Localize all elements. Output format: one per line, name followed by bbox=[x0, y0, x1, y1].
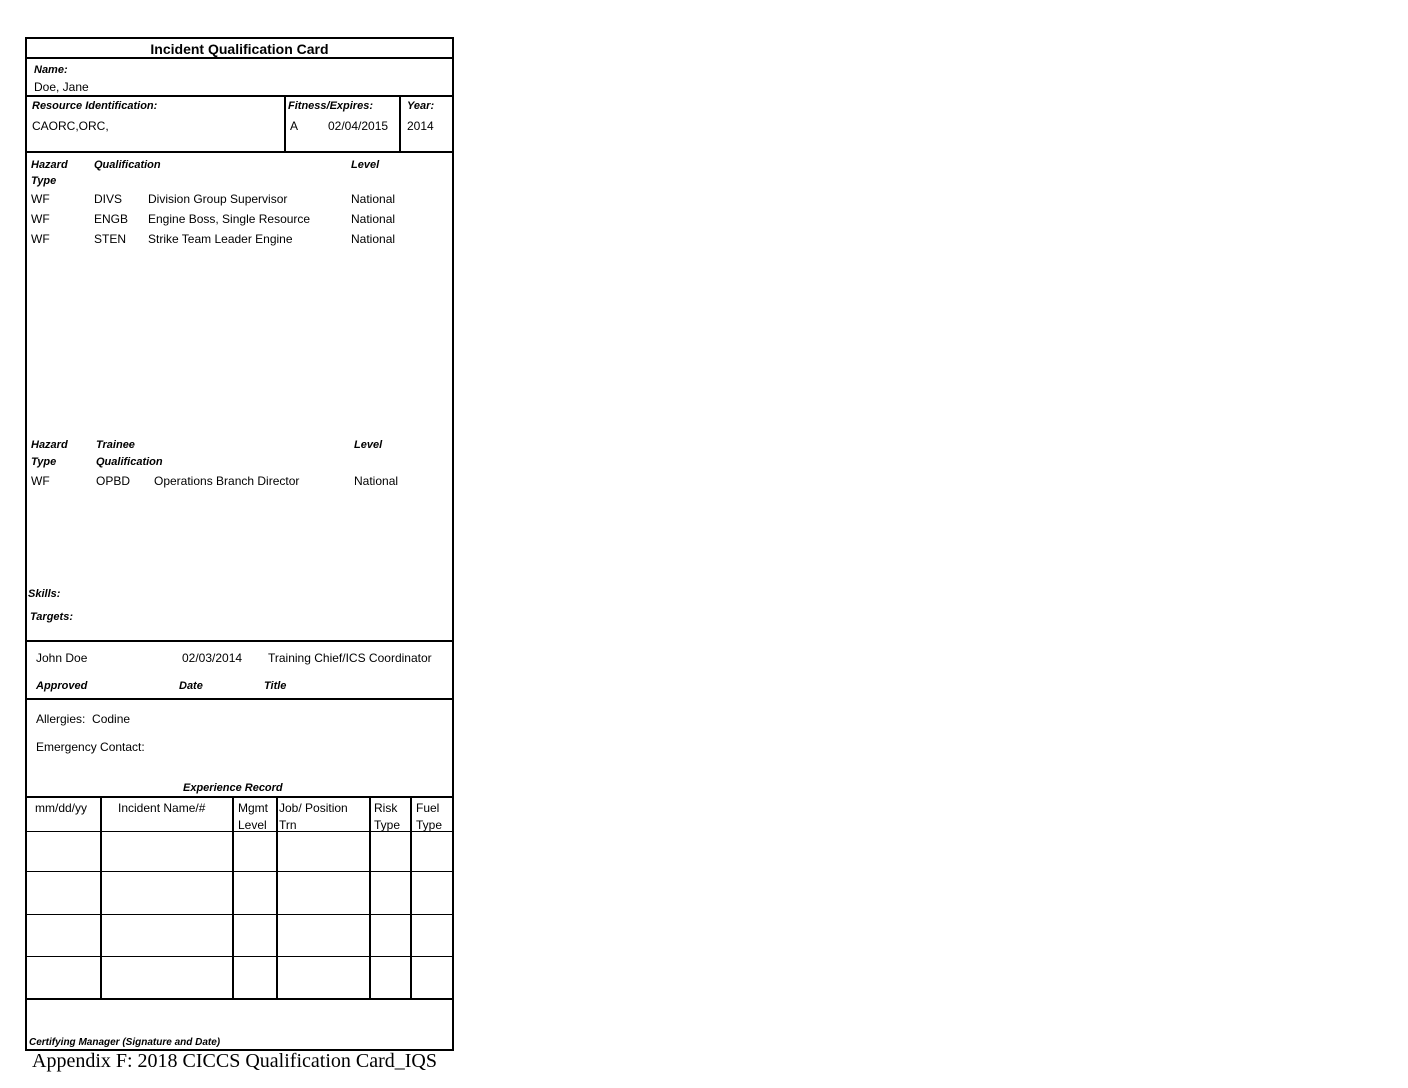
col-header-fuel: Fuel bbox=[416, 801, 440, 815]
hazard-type: WF bbox=[31, 232, 50, 246]
targets-label: Targets: bbox=[30, 611, 73, 623]
qual-level-header: Level bbox=[351, 159, 380, 171]
experience-row[interactable] bbox=[27, 832, 452, 871]
qual-code: DIVS bbox=[94, 192, 123, 206]
divider bbox=[27, 95, 452, 97]
qual-qualification-header: Qualification bbox=[94, 159, 161, 171]
col-header-date: mm/dd/yy bbox=[35, 801, 88, 815]
appendix-footer: Appendix F: 2018 CICCS Qualification Card_IQS bbox=[32, 1050, 437, 1072]
qual-level: National bbox=[351, 212, 396, 226]
skills-label: Skills: bbox=[28, 588, 61, 600]
qual-code: STEN bbox=[94, 232, 127, 246]
col-header-position-2: Trn bbox=[279, 818, 297, 832]
trainee-level: National bbox=[354, 474, 399, 488]
divider bbox=[27, 151, 452, 153]
approved-label: Approved bbox=[36, 680, 88, 692]
approver-title: Training Chief/ICS Coordinator bbox=[268, 651, 432, 665]
card-title: Incident Qualification Card bbox=[150, 41, 329, 57]
resource-value: CAORC,ORC, bbox=[32, 119, 109, 133]
col-header-fuel-2: Type bbox=[416, 818, 443, 832]
divider bbox=[27, 640, 452, 642]
divider bbox=[27, 796, 452, 798]
experience-row[interactable] bbox=[27, 872, 452, 914]
certifying-manager-label: Certifying Manager (Signature and Date) bbox=[29, 1037, 221, 1048]
qual-name: Division Group Supervisor bbox=[148, 192, 288, 206]
experience-row[interactable] bbox=[27, 915, 452, 956]
col-header-mgmt-2: Level bbox=[238, 818, 267, 832]
year-label: Year: bbox=[407, 100, 435, 112]
qual-name: Strike Team Leader Engine bbox=[148, 232, 293, 246]
approver-name: John Doe bbox=[36, 651, 88, 665]
qual-level: National bbox=[351, 192, 396, 206]
resource-label: Resource Identification: bbox=[32, 100, 158, 112]
hazard-type: WF bbox=[31, 212, 50, 226]
trainee-header: Trainee bbox=[96, 439, 135, 451]
year-value: 2014 bbox=[407, 119, 434, 133]
trainee-name: Operations Branch Director bbox=[154, 474, 300, 488]
fitness-code: A bbox=[290, 119, 299, 133]
hazard-type: WF bbox=[31, 474, 50, 488]
allergies-value: Codine bbox=[92, 712, 131, 726]
name-value: Doe, Jane bbox=[34, 80, 89, 94]
hazard-type: WF bbox=[31, 192, 50, 206]
col-header-position: Job/ Position bbox=[279, 801, 348, 815]
col-header-mgmt: Mgmt bbox=[238, 801, 268, 815]
experience-row[interactable] bbox=[27, 957, 452, 998]
divider bbox=[399, 96, 401, 151]
qual-code: ENGB bbox=[94, 212, 129, 226]
trainee-level-header: Level bbox=[354, 439, 383, 451]
experience-record-title: Experience Record bbox=[183, 782, 283, 794]
divider bbox=[284, 96, 286, 151]
fitness-label: Fitness/Expires: bbox=[288, 100, 373, 112]
trainee-type-header: Type bbox=[31, 456, 57, 468]
qual-hazard-header: Hazard bbox=[31, 159, 68, 171]
col-header-risk-2: Type bbox=[374, 818, 401, 832]
fitness-date: 02/04/2015 bbox=[328, 119, 389, 133]
title-label: Title bbox=[264, 680, 287, 692]
qual-name: Engine Boss, Single Resource bbox=[148, 212, 311, 226]
date-label: Date bbox=[179, 680, 203, 692]
divider bbox=[27, 998, 452, 1000]
qualification-card bbox=[25, 37, 454, 1051]
emergency-contact-label: Emergency Contact: bbox=[36, 740, 145, 754]
name-label: Name: bbox=[34, 64, 68, 76]
divider bbox=[27, 57, 452, 59]
qual-level: National bbox=[351, 232, 396, 246]
col-header-incident: Incident Name/# bbox=[118, 801, 206, 815]
allergies-label: Allergies: bbox=[36, 712, 86, 726]
qual-type-header: Type bbox=[31, 175, 57, 187]
col-header-risk: Risk bbox=[374, 801, 398, 815]
trainee-qualification-header: Qualification bbox=[96, 456, 163, 468]
trainee-hazard-header: Hazard bbox=[31, 439, 68, 451]
approval-date: 02/03/2014 bbox=[182, 651, 243, 665]
allergies-line bbox=[36, 712, 130, 726]
trainee-code: OPBD bbox=[96, 474, 131, 488]
divider bbox=[27, 698, 452, 700]
